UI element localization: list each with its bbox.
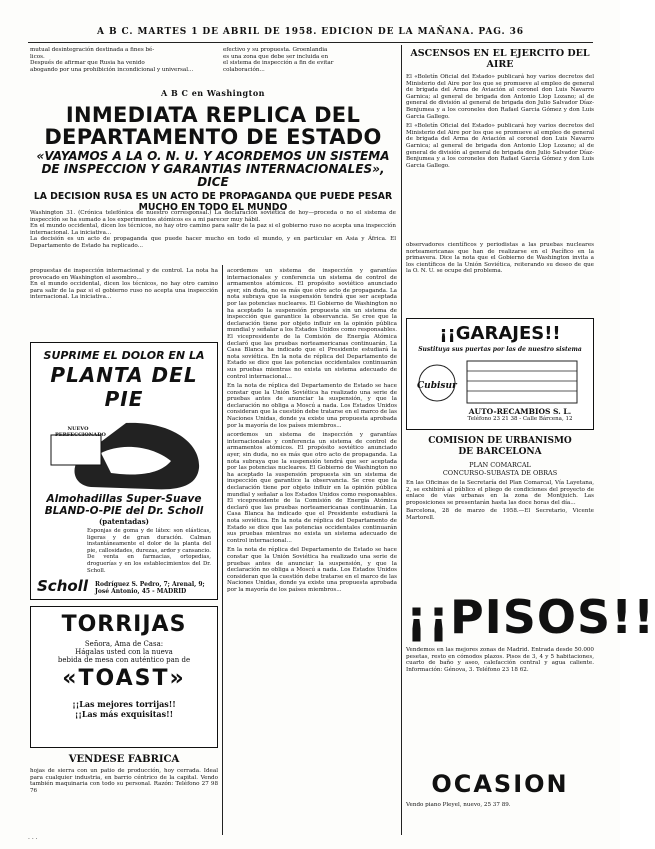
article-body-a: En el mundo occidental, dicen los técnicos, no hay otro camino para salir de la paz si el gobierno ruso no acepta una inspección internacional. La iniciativa...: [30, 223, 396, 236]
column-divider: [401, 45, 402, 835]
section-label: A B C en Washington: [161, 88, 265, 98]
dateline: Washington 31. (Crónica telefónica de nuestro corresponsal.) La declaración soviética de hoy—proceda o no el sistema de inspección se ha sumado a los experimentos atómicos es a mi parecer muy hábil.: [30, 210, 396, 223]
vendese-classified: VENDESE FABRICA hojas de sierra con un patio de producción, hoy cerrada. Ideal para cualquier industria, en barrio céntrico de la capital. Vendo también maquinaria con todo su personal. Razón: Teléfono 27 98 76: [30, 754, 218, 794]
masthead: A B C. MARTES 1 DE ABRIL DE 1958. EDICION DE LA MAÑANA. PAG. 36: [97, 27, 524, 37]
article-lead: [30, 210, 396, 265]
cubisur-logo: Cubisur: [417, 381, 457, 391]
column-divider: [222, 265, 223, 835]
subheadline: «VAYAMOS A LA O. N. U. Y ACORDEMOS UN SISTEMA DE INSPECCION Y GARANTIAS INTERNACIONALES», DICE: [36, 149, 390, 189]
article-body-right: acordemos un sistema de inspección y garantías internacionales y conferencia un sistema de control de armamentos atómicos. El propósito soviético anunciado ayer, sin duda, no es más que otro acto de propaganda. La nota subraya que la suspensión tendrá que ser aceptada por las potencias nucleares. El Gobierno de Washington no ha aceptado la suspensión propuesta sin un sistema de inspección que garantice la observancia. Se cree que la declaración tiene por objeto influir en la opinión pública mundial y señalar a los Estados Unidos como responsables. El vicepresidente de la Comisión de Energía Atómica declaró que las pruebas norteamericanas continuarán. La Casa Blanca ha indicado que el Presidente estudiará la nota soviética. En la nota de réplica del Departamento de Estado se dice que las potencias occidentales continuarán sus pruebas mientras no exista un sistema adecuado de control internacional... En la nota de réplica del Departamento de Estado se hace constar que la Unión Soviética ha realizado una serie de pruebas antes de anunciar la suspensión, y que la declaración no obliga a Moscú a nada. Los Estados Unidos consideran que la cuestión debe tratarse en el marco de las Naciones Unidas, donde ya existe una propuesta aprobada por la mayoría de los países miembros... acordemos un sistema de inspección y garantías internacionales y conferencia un sistema de control de armamentos atómicos. El propósito soviético anunciado ayer, sin duda, no es más que otro acto de propaganda. La nota subraya que la suspensión tendrá que ser aceptada por las potencias nucleares. El Gobierno de Washington no ha aceptado la suspensión propuesta sin un sistema de inspección que garantice la observancia. Se cree que la declaración tiene por objeto influir en la opinión pública mundial y señalar a los Estados Unidos como responsables. El vicepresidente de la Comisión de Energía Atómica declaró que las pruebas norteamericanas continuarán. La Casa Blanca ha indicado que el Presidente estudiará la nota soviética. En la nota de réplica del Departamento de Estado se dice que las potencias occidentales continuarán sus pruebas mientras no exista un sistema adecuado de control internacional... En la nota de réplica del Departamento de Estado se hace constar que la Unión Soviética ha realizado una serie de pruebas antes de anunciar la suspensión, y que la declaración no obliga a Moscú a nada. Los Estados Unidos consideran que la cuestión debe tratarse en el marco de las Naciones Unidas, donde ya existe una propuesta aprobada por la mayoría de los países miembros...: [227, 268, 397, 593]
garajes-advertisement: ¡¡GARAJES!! Sustituya sus puertas por las de nuestro sistema Cubisur AUTO-RECAMBIOS S. L. Teléfono 23 21 38 - Calle Bárcena, 12: [406, 318, 594, 430]
foot-illustration: [31, 413, 216, 493]
main-article-header: [28, 88, 398, 213]
page-footer: · · ·: [28, 836, 38, 843]
top-left-snippet: mutual desintegración destinada a fines bé- licos. Después de afirmar que Rusia ha venido abogando por una prohibición incondicional y universal...: [30, 47, 194, 73]
headline-line-1: INMEDIATA REPLICA DEL: [65, 103, 361, 127]
callout: NUEVO PERFECCIONADO: [55, 426, 106, 438]
subheadline-2: LA DECISION RUSA ES UN ACTO DE PROPAGANDA QUE PUEDE PESAR MUCHO EN TODO EL MUNDO: [33, 191, 393, 213]
headline-line-2: DEPARTAMENTO DE ESTADO: [44, 125, 382, 149]
masthead-rule: [28, 42, 593, 43]
ascensos-article: ASCENSOS EN EL EJERCITO DEL AIRE El «Boletín Oficial del Estado» publicará hoy varios decretos del Ministerio del Aire por los que se promueve al empleo de general de brigada del Arma de Aviación al coronel don Luis Navarro Garnica; al general de brigada don Antonio Llop Lozano; al de general de división al general de brigada don Julio Salvador Díaz-Benjumea y a los coroneles don Rafael Garcia Gómez y don Luis Garcia Gallego. El «Boletín Oficial del Estado» publicará hoy varios decretos del Ministerio del Aire por los que se promueve al empleo de general de brigada del Arma de Aviación al coronel don Luis Navarro Garnica; al general de brigada don Antonio Llop Lozano; al de general de división al general de brigada don Julio Salvador Díaz-Benjumea y a los coroneles don Rafael Garcia Gómez y don Luis Garcia Gallego.: [406, 48, 594, 169]
scholl-logo: Scholl: [37, 577, 88, 595]
article-body-b: La decisión es un acto de propaganda que puede hacer mucho en todo el mundo, y en particular en Asia y África. El Departamento de Estado ha replicado...: [30, 236, 396, 249]
comision-urbanismo-notice: COMISION DE URBANISMO DE BARCELONA PLAN COMARCAL CONCURSO-SUBASTA DE OBRAS En las Oficinas de la Secretaría del Plan Comarcal, Vía Layetana, 2, se exhibirá al público el pliego de condiciones del proyecto de enlace de vías urbanas en la zona de Montjuich. Las proposiciones se presentarán hasta las doce horas del día... Barcelona, 28 de marzo de 1958.—El Secretario, Vicente Martorell.: [406, 436, 594, 521]
torrijas-advertisement: TORRIJAS Señora, Ama de Casa: Hágalas usted con la nueva bebida de mesa con auténtico pan de «TOAST» ¡¡Las mejores torrijas!! ¡¡Las más exquisitas!!: [30, 606, 218, 748]
article-body-c: propuestas de inspección internacional y de control. La nota ha provocado en Washington el asombro...: [30, 268, 218, 281]
observadores-article: observadores científicos y periodistas a las pruebas nucleares norteamericanas que han de realizarse en el Pacífico en la primavera. Dice la nota que el Gobierno de Washington invita a los científicos de la Unión Soviética, reiterando su deseo de que la O. N. U. se ocupe del problema.: [406, 242, 594, 275]
pisos-advertisement: ¡¡PISOS!! Vendemos en las mejores zonas de Madrid. Entrada desde 50.000 pesetas, resto en cómodos plazos. Pisos de 3, 4 y 5 habitaciones, cuarto de baño y aseo, calefacción central y agua caliente. Información: Génova, 3. Teléfono 23 18 62.: [406, 590, 655, 673]
top-middle-snippet: efectivo y su propuesta. Groenlandia es una zona que debe ser incluida en el sistema de inspección a fin de evitar colaboración...: [223, 47, 334, 73]
scholl-address: Rodríguez S. Pedro, 7; Arenal, 9; José Antonio, 45 - MADRID: [95, 581, 205, 595]
article-body-left: propuestas de inspección internacional y de control. La nota ha provocado en Washington el asombro... En el mundo occidental, dicen los técnicos, no hay otro camino para salir de la paz si el gobierno ruso no acepta una inspección internacional. La iniciativa...: [30, 268, 218, 301]
scholl-advertisement: SUPRIME EL DOLOR EN LA PLANTA DEL PIE NUEVO PERFECCIONADO Almohadillas Super-Suave BLAND-O-PIE del Dr. Scholl (patentadas) Esponjas de goma y de látex: son elásticas, ligeras y de gran duración. Calman instantáneamente el dolor de la planta del pie, callosidades, durezas, ardor y cansancio. De venta en farmacias, ortopedias, droguerías y en los establecimientos del Dr. Scholl. Scholl Rodríguez S. Pedro, 7; Arenal, 9; José Antonio, 45 - MADRID: [30, 342, 218, 600]
ocasion-classified: OCASION Vendo piano Pleyel, nuevo, 25 37 89.: [406, 770, 569, 808]
